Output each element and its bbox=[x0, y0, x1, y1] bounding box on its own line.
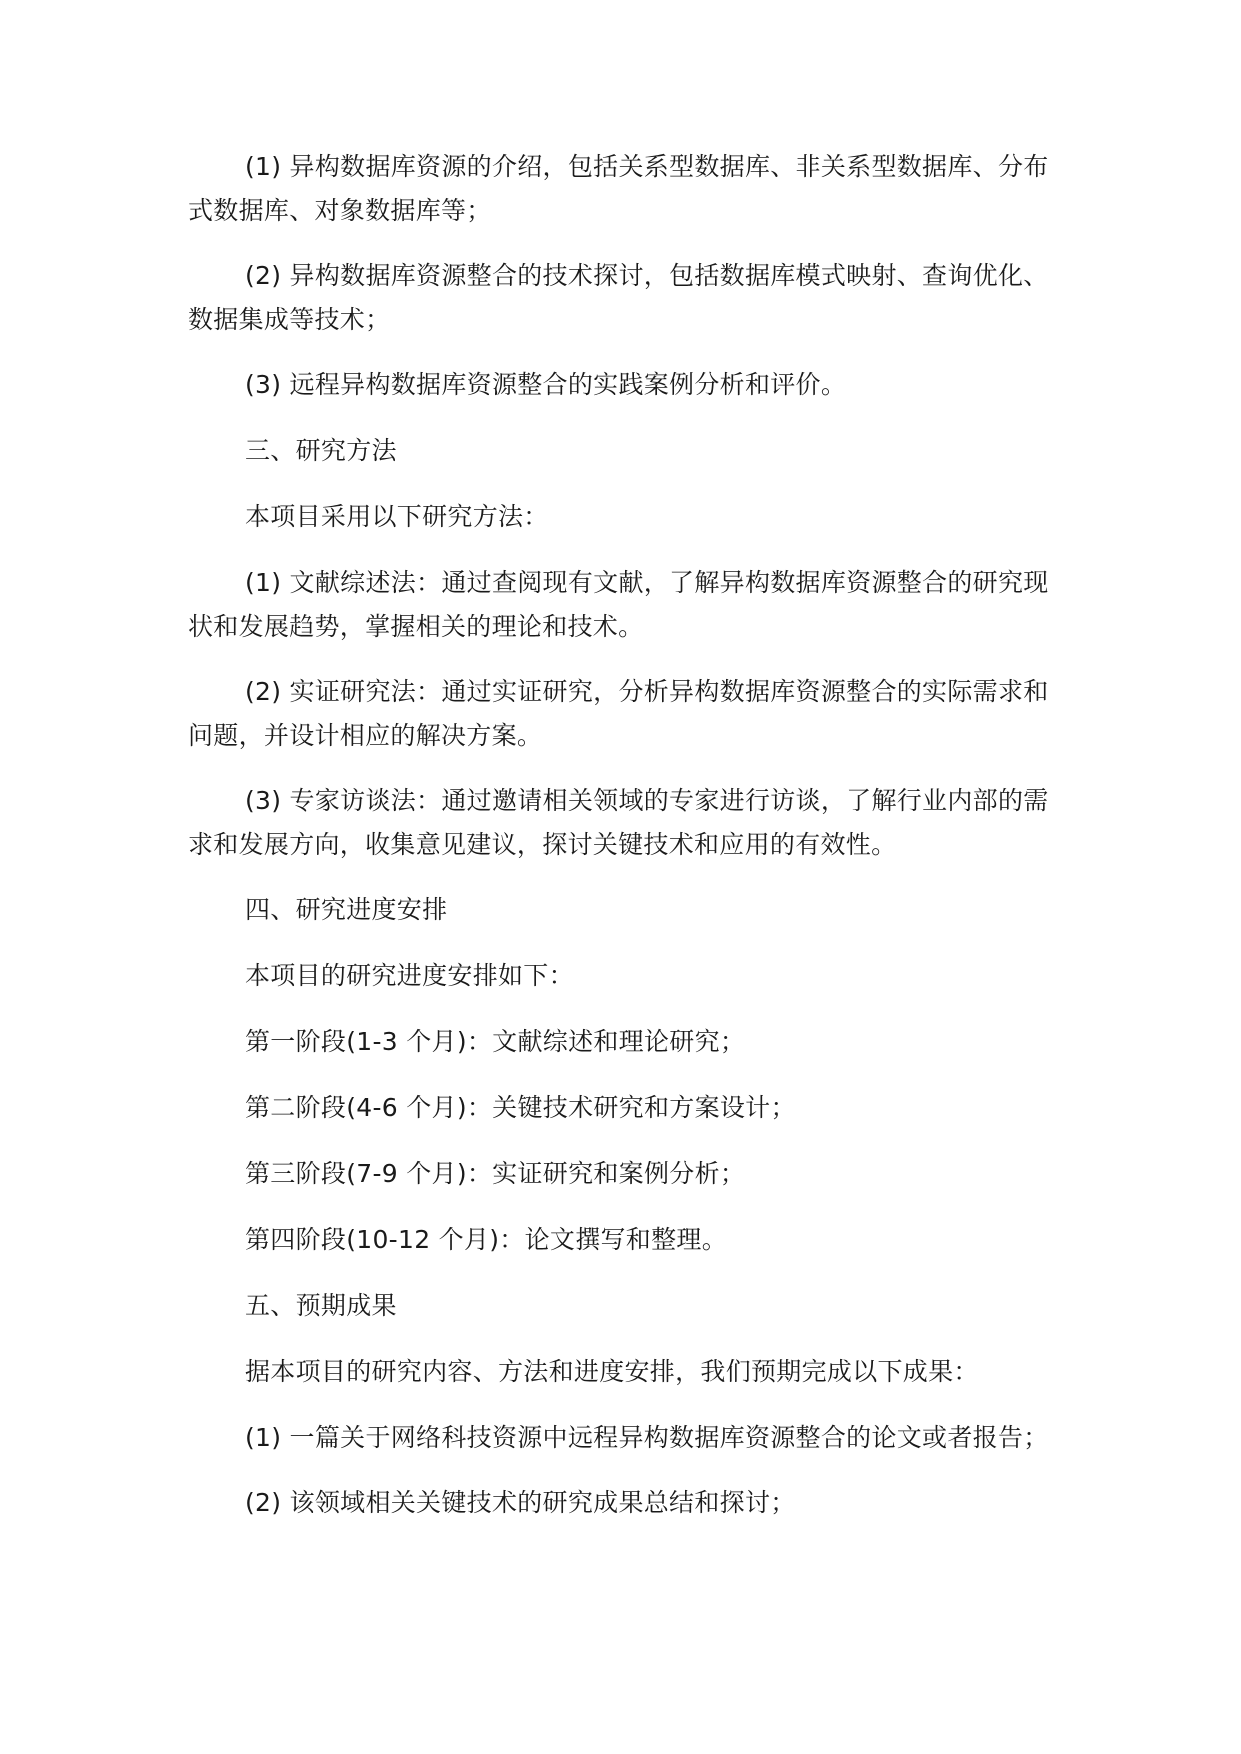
paragraph-outcome-2: (2) 该领域相关关键技术的研究成果总结和探讨； bbox=[245, 1488, 796, 1517]
paragraph-item-1: (1) 异构数据库资源的介绍，包括关系型数据库、非关系型数据库、分布式数据库、对象数据库等； bbox=[188, 152, 1049, 225]
paragraph-method-1: (1) 文献综述法：通过查阅现有文献，了解异构数据库资源整合的研究现状和发展趋势，掌握相关的理论和技术。 bbox=[188, 568, 1049, 641]
section-heading-outcomes: 五、预期成果 bbox=[245, 1291, 397, 1320]
paragraph-method-2: (2) 实证研究法：通过实证研究，分析异构数据库资源整合的实际需求和问题，并设计相应的解决方案。 bbox=[188, 677, 1049, 750]
paragraph-stage-4: 第四阶段(10-12 个月)：论文撰写和整理。 bbox=[245, 1225, 727, 1254]
paragraph-outcomes-intro: 据本项目的研究内容、方法和进度安排，我们预期完成以下成果： bbox=[245, 1357, 979, 1386]
paragraph-stage-2: 第二阶段(4-6 个月)：关键技术研究和方案设计； bbox=[245, 1093, 796, 1122]
paragraph-stage-1: 第一阶段(1-3 个月)：文献综述和理论研究； bbox=[245, 1027, 746, 1056]
section-heading-schedule: 四、研究进度安排 bbox=[245, 895, 448, 924]
paragraph-item-2: (2) 异构数据库资源整合的技术探讨，包括数据库模式映射、查询优化、数据集成等技术； bbox=[188, 261, 1049, 334]
section-heading-methods: 三、研究方法 bbox=[245, 436, 397, 465]
paragraph-item-3: (3) 远程异构数据库资源整合的实践案例分析和评价。 bbox=[245, 370, 847, 399]
paragraph-methods-intro: 本项目采用以下研究方法： bbox=[245, 502, 549, 531]
document-page bbox=[188, 145, 1050, 1547]
paragraph-schedule-intro: 本项目的研究进度安排如下： bbox=[245, 961, 574, 990]
paragraph-stage-3: 第三阶段(7-9 个月)：实证研究和案例分析； bbox=[245, 1159, 746, 1188]
paragraph-method-3: (3) 专家访谈法：通过邀请相关领域的专家进行访谈，了解行业内部的需求和发展方向，收集意见建议，探讨关键技术和应用的有效性。 bbox=[188, 786, 1049, 859]
paragraph-outcome-1: (1) 一篇关于网络科技资源中远程异构数据库资源整合的论文或者报告； bbox=[245, 1423, 1049, 1452]
